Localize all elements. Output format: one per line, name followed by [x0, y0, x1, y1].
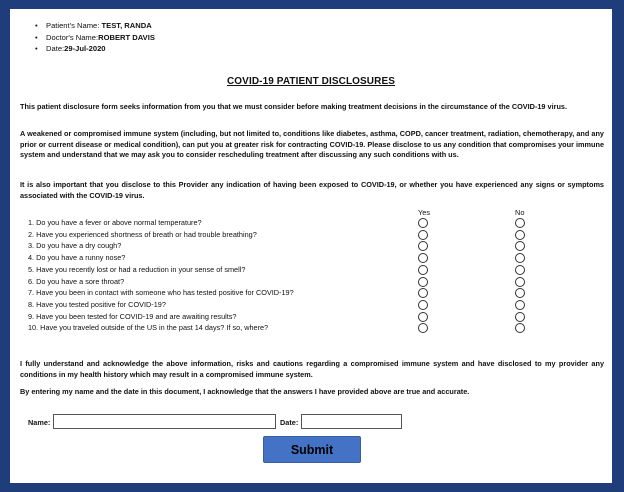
question-item: 9. Have you been tested for COVID-19 and are awaiting results? — [28, 311, 237, 321]
radio-yes[interactable] — [418, 241, 428, 251]
submit-button[interactable]: Submit — [263, 436, 361, 463]
radio-no[interactable] — [515, 265, 525, 275]
bullet-icon: • — [35, 21, 38, 30]
radio-yes[interactable] — [418, 230, 428, 240]
radio-yes[interactable] — [418, 253, 428, 263]
radio-no[interactable] — [515, 288, 525, 298]
question-item: 1. Do you have a fever or above normal temperature? — [28, 218, 202, 227]
doctor-name-value: ROBERT DAVIS — [98, 32, 155, 42]
disclosure-form — [10, 9, 612, 483]
question-item: 7. Have you been in contact with someone who has tested positive for COVID-19? — [28, 288, 294, 298]
patient-info-list — [35, 20, 155, 55]
understand-paragraph: I fully understand and acknowledge the above information, risks and cautions regarding a compromised immune system and have disclosed to my provider any conditions in my health history which may result in a compromised immune system. — [20, 359, 604, 379]
question-item: 2. Have you experienced shortness of breath or had trouble breathing? — [28, 229, 257, 239]
radio-no[interactable] — [515, 312, 525, 322]
radio-yes[interactable] — [418, 265, 428, 275]
no-column-header: No — [515, 208, 525, 217]
question-item: 4. Do you have a runny nose? — [28, 253, 126, 263]
intro-paragraph: This patient disclosure form seeks information from you that we must consider before making treatment decisions in the circumstance of the COVID-19 virus. — [20, 102, 567, 111]
immune-paragraph: A weakened or compromised immune system (including, but not limited to, conditions like diabetes, asthma, COPD, cancer treatment, radiation, chemotherapy, and any prior or current disease or medical condition), can put you at greater risk for contracting COVID-19. Please disclose to us any condition that compromises your immune system and understand that we may ask you to consider rescheduling treatment after discussing any such conditions with us. — [20, 129, 604, 160]
radio-no[interactable] — [515, 241, 525, 251]
radio-no[interactable] — [515, 277, 525, 287]
radio-no[interactable] — [515, 230, 525, 240]
date-value: 29-Jul-2020 — [64, 44, 106, 53]
question-item: 5. Have you recently lost or had a reduction in your sense of smell? — [28, 264, 246, 274]
radio-no[interactable] — [515, 218, 525, 228]
patient-name-value: TEST, RANDA — [101, 21, 152, 30]
bullet-icon: • — [35, 32, 38, 42]
name-field[interactable] — [53, 414, 276, 429]
patient-name-item — [35, 20, 155, 32]
question-item: 8. Have you tested positive for COVID-19? — [28, 299, 166, 309]
question-item: 10. Have you traveled outside of the US in the past 14 days? If so, where? — [28, 323, 269, 333]
radio-yes[interactable] — [418, 288, 428, 298]
question-item: 3. Do you have a dry cough? — [28, 241, 122, 251]
question-item: 6. Do you have a sore throat? — [28, 276, 125, 286]
radio-yes[interactable] — [418, 323, 428, 333]
radio-yes[interactable] — [418, 300, 428, 310]
date-field-label: Date: — [280, 418, 299, 427]
page-title: COVID-19 PATIENT DISCLOSURES — [226, 76, 395, 87]
radio-yes[interactable] — [418, 277, 428, 287]
name-field-label: Name: — [28, 418, 51, 427]
radio-no[interactable] — [515, 323, 525, 333]
radio-yes[interactable] — [418, 312, 428, 322]
attest-paragraph: By entering my name and the date in this document, I acknowledge that the answers I have provided above are true and accurate. — [20, 387, 470, 396]
radio-no[interactable] — [515, 300, 525, 310]
radio-yes[interactable] — [418, 218, 428, 228]
patient-name-label: Patient's Name: — [46, 21, 100, 30]
radio-no[interactable] — [515, 253, 525, 263]
date-field[interactable] — [301, 414, 402, 429]
doctor-name-label: Doctor's Name: — [46, 32, 99, 42]
date-item — [35, 43, 155, 55]
doctor-name-item — [35, 32, 155, 44]
date-label: Date: — [46, 44, 65, 53]
yes-column-header: Yes — [418, 208, 431, 217]
exposure-paragraph: It is also important that you disclose to this Provider any indication of having been exposed to COVID-19, or whether you have experienced any signs or symptoms associated with the COVID-19 virus. — [20, 180, 604, 200]
bullet-icon: • — [35, 44, 38, 53]
